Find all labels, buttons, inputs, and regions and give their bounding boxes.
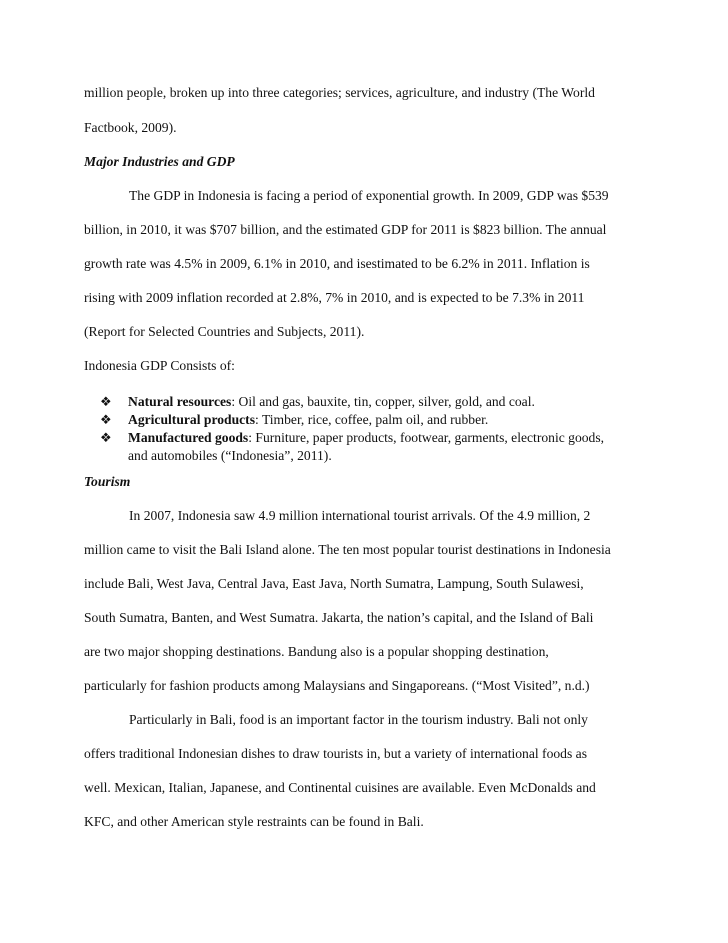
paragraph-line: (Report for Selected Countries and Subjects, 2011).	[84, 324, 365, 339]
section-heading-gdp: Major Industries and GDP	[84, 154, 235, 169]
paragraph-line: KFC, and other American style restraints can be found in Bali.	[84, 814, 424, 829]
bullet-text: : Oil and gas, bauxite, tin, copper, silver, gold, and coal.	[231, 394, 535, 409]
list-item	[100, 393, 604, 411]
paragraph-line: offers traditional Indonesian dishes to draw tourists in, but a variety of international foods as	[84, 746, 587, 761]
bullet-term: Natural resources	[128, 394, 232, 409]
list-item	[100, 411, 604, 429]
bullet-continuation: and automobiles (“Indonesia”, 2011).	[128, 448, 332, 463]
paragraph-line: Factbook, 2009).	[84, 120, 177, 135]
paragraph-line: well. Mexican, Italian, Japanese, and Continental cuisines are available. Even McDonalds and	[84, 780, 596, 795]
paragraph-line: million people, broken up into three categories; services, agriculture, and industry (The World	[84, 85, 595, 100]
bullet-term: Agricultural products	[128, 412, 256, 427]
gdp-bullet-list	[100, 393, 604, 465]
bullet-text: : Furniture, paper products, footwear, garments, electronic goods,	[248, 430, 605, 445]
section-heading-tourism: Tourism	[84, 474, 131, 489]
gdp-consists-label: Indonesia GDP Consists of:	[84, 358, 235, 373]
diamond-bullet-icon: ❖	[100, 412, 112, 427]
paragraph-line: The GDP in Indonesia is facing a period of exponential growth. In 2009, GDP was $539	[129, 188, 609, 203]
paragraph-line: rising with 2009 inflation recorded at 2.8%, 7% in 2010, and is expected to be 7.3% in 2011	[84, 290, 585, 305]
list-item	[100, 429, 604, 447]
bullet-term: Manufactured goods	[128, 430, 249, 445]
paragraph-line: South Sumatra, Banten, and West Sumatra. Jakarta, the nation’s capital, and the Island of Bali	[84, 610, 594, 625]
paragraph-line: particularly for fashion products among Malaysians and Singaporeans. (“Most Visited”, n.d.)	[84, 678, 590, 693]
paragraph-line: include Bali, West Java, Central Java, East Java, North Sumatra, Lampung, South Sulawesi,	[84, 576, 584, 591]
diamond-bullet-icon: ❖	[100, 394, 112, 409]
paragraph-line: Particularly in Bali, food is an important factor in the tourism industry. Bali not only	[129, 712, 588, 727]
paragraph-line: billion, in 2010, it was $707 billion, and the estimated GDP for 2011 is $823 billion. The annual	[84, 222, 607, 237]
diamond-bullet-icon: ❖	[100, 430, 112, 445]
paragraph-line: million came to visit the Bali Island alone. The ten most popular tourist destinations in Indonesia	[84, 542, 611, 557]
paragraph-line: growth rate was 4.5% in 2009, 6.1% in 2010, and isestimated to be 6.2% in 2011. Inflation is	[84, 256, 590, 271]
bullet-text: : Timber, rice, coffee, palm oil, and rubber.	[255, 412, 489, 427]
paragraph-line: In 2007, Indonesia saw 4.9 million international tourist arrivals. Of the 4.9 million, 2	[129, 508, 591, 523]
paragraph-line: are two major shopping destinations. Bandung also is a popular shopping destination,	[84, 644, 549, 659]
